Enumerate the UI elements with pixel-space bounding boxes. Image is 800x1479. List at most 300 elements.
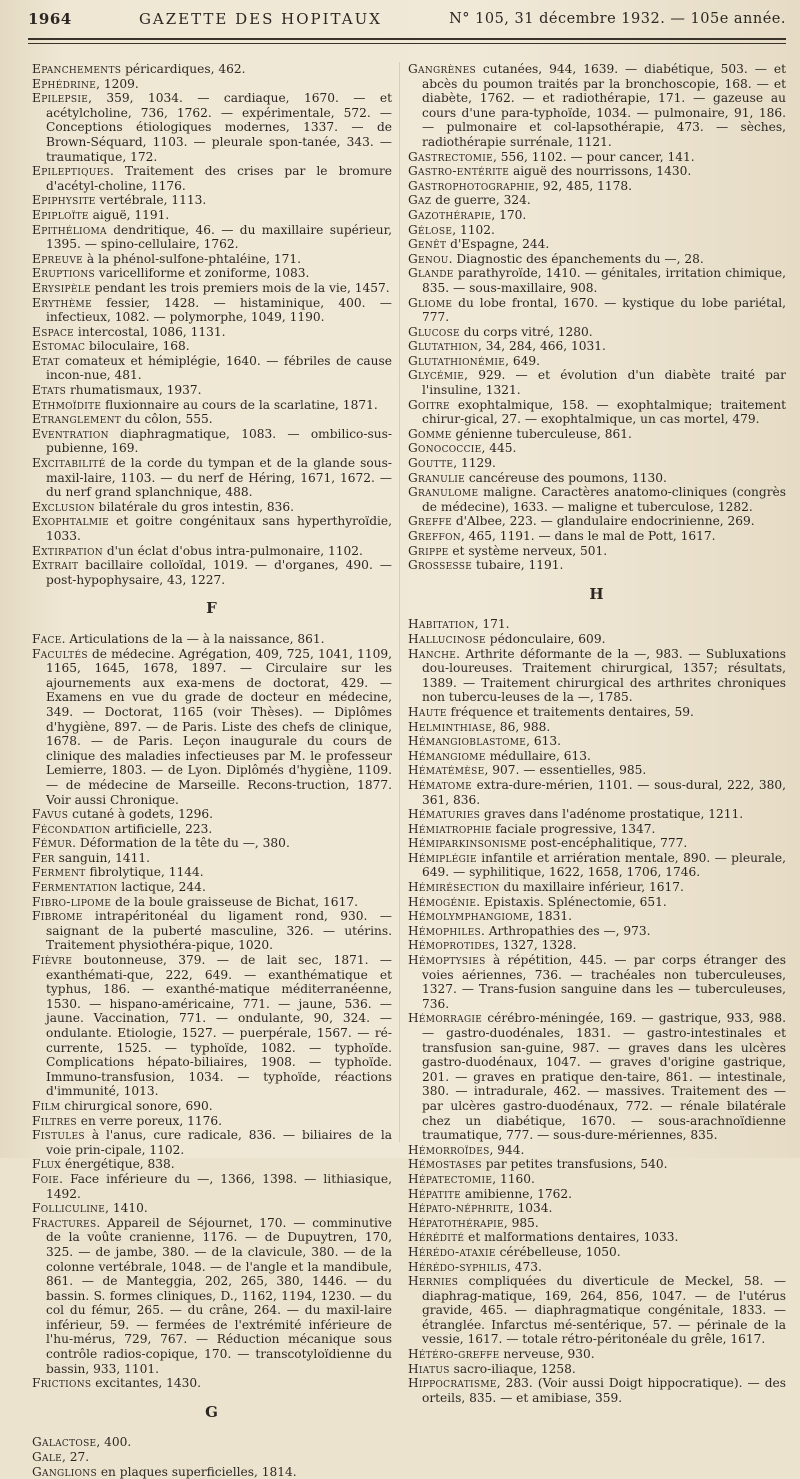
entry-text: , 92, 485, 1178.: [535, 178, 633, 193]
entry-term: Granulie: [408, 470, 465, 485]
entry-text: , 400.: [96, 1435, 132, 1450]
entry-term: Hémorroïdes: [408, 1142, 490, 1157]
entry-text: fessier, 1428. — histaminique, 400. — infectieux, 1082. — polymorphe, 1049, 1190.: [46, 295, 392, 325]
entry-term: Epileptiques: [32, 164, 110, 179]
entry-term: Epiphysite: [32, 193, 96, 208]
index-entry: [32, 1450, 392, 1465]
entry-term: Fistules: [32, 1128, 85, 1143]
entry-term: Favus: [32, 807, 69, 822]
entry-term: Greffon: [408, 529, 461, 543]
entry-text: par petites transfusions, 540.: [481, 1157, 668, 1172]
entry-text: aiguë des nourrissons, 1430.: [509, 164, 692, 179]
index-entry: [408, 924, 786, 939]
index-entry: [408, 456, 786, 471]
index-entry: [408, 1362, 786, 1377]
entry-term: Flux: [32, 1157, 62, 1172]
entry-term: Hémoprotides: [408, 938, 496, 953]
entry-term: Exclusion: [32, 499, 95, 514]
index-entry: [408, 720, 786, 735]
index-entry: [408, 62, 786, 150]
entry-term: Grippe: [408, 543, 449, 558]
section-g-entries-right: [408, 62, 786, 573]
index-entry: [32, 500, 392, 515]
entry-term: Film: [32, 1098, 61, 1113]
index-entry: [32, 208, 392, 223]
index-entry: [408, 749, 786, 764]
index-entry: [408, 938, 786, 953]
entry-text: aiguë, 1191.: [88, 207, 170, 222]
entry-text: . Appareil de Séjournet, 170. — comminutive de la voûte cranienne, 1176. — de Dupuytren, 170, 325. — de jambe, 380. — de la clavicule, 380. — de la colonne vertébrale, 1048. — de l'angle et la mandibule, 861. — de Manteggia, 202, 265, 380, 1446. — du bassin. S. formes cliniques, D., 1162, 1194, 1230. — du col du fémur, 265. — du crâne, 264. — du maxil-laire inférieur, 59. — fermées de l'extrémité inférieure de l'hu-mérus, 729, 767. — Réduction mécanique sous contrôle radios-copique, 170. — transcotyloïdienne du bassin, 933, 1101.: [46, 1215, 392, 1376]
index-entry: [408, 895, 786, 910]
entry-term: Foie: [32, 1171, 60, 1186]
entry-text: . Traitement des crises par le bromure d'acétyl-choline, 1176.: [46, 164, 392, 193]
entry-text: graves dans l'adénome prostatique, 1211.: [480, 807, 744, 822]
index-entry: [408, 193, 786, 208]
index-entry: [32, 456, 392, 500]
entry-text: , 907. — essentielles, 985.: [484, 763, 647, 778]
entry-term: Epiploïte: [32, 207, 89, 222]
entry-term: Hanche: [408, 646, 457, 661]
index-entry: [408, 1230, 786, 1245]
entry-term: Hématome: [408, 777, 472, 792]
entry-text: intrapéritonéal du ligament rond, 930. — saignant de la puberté masculine, 326. — utérins. Traitement physiothéra-pique, 1020.: [46, 909, 392, 953]
entry-term: Gliome: [408, 295, 453, 310]
index-entry: [408, 208, 786, 223]
index-entry: [408, 1143, 786, 1158]
index-entry: [32, 1201, 392, 1216]
index-entry: [32, 647, 392, 808]
index-entry: [32, 193, 392, 208]
entry-text: , 27.: [61, 1450, 90, 1465]
entry-text: amibienne, 1762.: [460, 1186, 573, 1201]
entry-term: Fémur: [32, 836, 73, 851]
entry-text: post-encéphalitique, 777.: [526, 836, 688, 851]
entry-term: Epanchements: [32, 62, 122, 76]
entry-term: Glutathion: [408, 339, 478, 354]
entry-text: , 171.: [474, 617, 510, 632]
entry-text: à répétition, 445. — par corps étranger des voies aériennes, 736. — trachéales non tuberculeuses, 1327. — Trans-fusion sanguine dans les — tuberculeuses, 736.: [422, 953, 786, 1011]
entry-text: du corps vitré, 1280.: [459, 324, 593, 339]
index-entry: [32, 1172, 392, 1201]
index-entry: [32, 807, 392, 822]
index-entry: [408, 763, 786, 778]
index-entry: [408, 179, 786, 194]
index-entry: [32, 77, 392, 92]
entry-text: boutonneuse, 379. — de lait sec, 1871. — exanthémati-que, 222, 649. — exanthématique et typhus, 186. — exanthé-matique méditerranéenne, 1530. — hispano-américaine, 771. — jaune, 536. — jaune. Vaccination, 771. — ondulante, 90, 324. — ondulante. Etiologie, 1527. — puerpérale, 1567. — ré-currente, 1525. — typhoïde, 1082. — typhoïde. Complications hépato-biliaires, 1908. — typhoïde. Immuno-transfusion, 1034. — typhoïde, réactions d'immunité, 1013.: [46, 953, 392, 1099]
entry-text: , 1209.: [96, 76, 139, 91]
entry-text: , 985.: [503, 1215, 539, 1230]
entry-text: , 86, 988.: [492, 719, 551, 734]
index-entry: [32, 281, 392, 296]
entry-text: , 34, 284, 466, 1031.: [477, 339, 606, 354]
index-entry: [408, 1376, 786, 1405]
entry-term: Gale: [32, 1450, 62, 1465]
entry-text: bilatérale du gros intestin, 836.: [94, 499, 294, 514]
index-entry: [408, 617, 786, 632]
entry-text: fréquence et traitements dentaires, 59.: [446, 704, 694, 719]
index-entry: [408, 266, 786, 295]
entry-term: Etat: [32, 353, 60, 368]
entry-text: comateux et hémiplégie, 1640. — fébriles de cause incon-nue, 481.: [46, 353, 392, 383]
entry-text: , 359, 1034. — cardiaque, 1670. — et acétylcholine, 736, 1762. — expérimentale, 572. — Conceptions étiologiques modernes, 1337. — de Brown-Séquard, 1103. — pleurale spon-tanée, 343. — traumatique, 172.: [46, 91, 392, 164]
entry-term: Epithélioma: [32, 222, 107, 237]
index-entry: [408, 339, 786, 354]
entry-text: maligne. Caractères anatomo-cliniques (congrès de médecine), 1633. — maligne et tuberculose, 1282.: [422, 485, 786, 514]
entry-text: varicelliforme et zoniforme, 1083.: [95, 266, 310, 281]
entry-term: Glande: [408, 266, 454, 281]
index-entry: [408, 1347, 786, 1362]
entry-term: Hémangiome: [408, 748, 486, 763]
index-entry: [32, 383, 392, 398]
page-header: [28, 6, 786, 32]
entry-term: Estomac: [32, 339, 86, 354]
index-entry: [32, 1376, 392, 1391]
entry-term: Hémiatrophie: [408, 821, 492, 836]
entry-text: de médecine. Agrégation, 409, 725, 1041, 1109, 1165, 1645, 1678, 1897. — Circulaire sur les ajournements aux exa-mens de doctorat, 429. — Examens en vue du grade de docteur en médecine, 349. — Doctorat, 1165 (voir Thèses). — Diplômes d'hygiène, 897. — de Paris. Liste des chefs de clinique, 1678. — de Paris. Leçon inaugurale du cours de clinique des maladies infectieuses par M. le professeur Lemierre, 1803. — de Lyon. Diplômés d'hygiène, 1109. — de médecine de Marseille. Recons-truction, 1877. Voir aussi Chronique.: [46, 646, 392, 807]
right-column: [408, 62, 786, 1405]
index-entry: [32, 62, 392, 77]
entry-text: , 170.: [491, 207, 527, 222]
section-g-entries-left: [32, 1435, 392, 1479]
header-rule-thick: [28, 38, 786, 40]
entry-term: Hippocratisme: [408, 1376, 497, 1391]
index-entry: [408, 1172, 786, 1187]
entry-text: excitantes, 1430.: [91, 1376, 202, 1391]
entry-text: , 445.: [481, 441, 517, 456]
entry-text: sacro-iliaque, 1258.: [449, 1361, 576, 1376]
index-entry: [408, 529, 786, 544]
index-entry: [408, 851, 786, 880]
index-entry: [408, 909, 786, 924]
index-entry: [32, 558, 392, 587]
issue-info: N° 105, 31 décembre 1932. — 105e année.: [449, 11, 786, 27]
entry-text: , 1410.: [105, 1201, 148, 1216]
entry-term: Face: [32, 631, 62, 646]
entry-text: intercostal, 1086, 1131.: [74, 324, 226, 339]
index-entry: [32, 632, 392, 647]
entry-text: tubaire, 1191.: [472, 558, 564, 573]
section-f-entries: [32, 632, 392, 1391]
entry-term: Hématémèse: [408, 763, 485, 778]
index-entry: [408, 647, 786, 705]
entry-text: rhumatismaux, 1937.: [66, 383, 202, 398]
entry-text: vertébrale, 1113.: [95, 193, 207, 208]
index-entry: [408, 368, 786, 397]
entry-text: à l'anus, cure radicale, 836. — biliaires de la voie prin-cipale, 1102.: [46, 1128, 392, 1157]
entry-text: biloculaire, 168.: [85, 339, 190, 354]
entry-term: Habitation: [408, 617, 475, 632]
entry-term: Helminthiase: [408, 719, 493, 734]
entry-text: . Articulations de la — à la naissance, 861.: [61, 631, 325, 646]
entry-text: , 613.: [526, 734, 562, 749]
entry-text: d'un éclat d'obus intra-pulmonaire, 1102.: [103, 543, 363, 558]
index-entry: [32, 909, 392, 953]
entry-term: Folliculine: [32, 1201, 106, 1216]
entry-term: Hémophiles: [408, 923, 481, 938]
entry-text: , 1831.: [529, 909, 572, 924]
entry-text: fluxionnaire au cours de la scarlatine, 1871.: [101, 397, 378, 412]
entry-text: . Face inférieure du —, 1366, 1398. — lithiasique, 1492.: [46, 1171, 392, 1201]
entry-term: Hématuries: [408, 807, 481, 822]
index-entry: [408, 164, 786, 179]
entry-text: du maxillaire inférieur, 1617.: [499, 880, 684, 895]
entry-term: Extrait: [32, 558, 79, 573]
entry-term: Hernies: [408, 1274, 459, 1289]
index-entry: [408, 485, 786, 514]
index-entry: [32, 1099, 392, 1114]
entry-term: Genêt: [408, 237, 447, 252]
entry-text: du lobe frontal, 1670. — kystique du lobe pariétal, 777.: [422, 295, 786, 325]
entry-term: Extirpation: [32, 543, 103, 558]
entry-text: cérébro-méningée, 169. — gastrique, 933, 988. — gastro-duodénales, 1831. — gastro-intestinales et transfusion san-guine, 987. — graves dans les ulcères gastro-duodénaux, 1047. — graves d'origine gastrique, 201. — graves en pratique den-taire, 861. — intestinale, 380. — intradurale, 462. — massives. Traitement des —par ulcères gastro-duodénaux, 772. — rénale bilatérale chez un diabétique, 1670. — sous-arachnoïdienne traumatique, 777. — sous-dure-mériennes, 835.: [422, 1011, 786, 1143]
entry-term: Hémostases: [408, 1157, 482, 1172]
index-entry: [32, 164, 392, 193]
index-entry: [32, 1435, 392, 1450]
index-entry: [32, 91, 392, 164]
entry-term: Facultés: [32, 646, 88, 661]
index-entry: [408, 441, 786, 456]
index-entry: [32, 412, 392, 427]
entry-term: Frictions: [32, 1376, 92, 1391]
entry-text: du côlon, 555.: [121, 412, 213, 427]
journal-title: GAZETTE DES HOPITAUX: [138, 10, 382, 28]
entry-term: Gazothérapie: [408, 207, 492, 222]
entry-term: Goutte: [408, 456, 454, 471]
index-entry: [32, 223, 392, 252]
index-entry: [408, 427, 786, 442]
entry-term: Gastro-entérite: [408, 164, 510, 179]
entry-text: , 556, 1102. — pour cancer, 141.: [492, 149, 695, 164]
entry-term: Fibrome: [32, 909, 83, 924]
index-entry: [32, 325, 392, 340]
entry-text: pendant les trois premiers mois de la vie, 1457.: [90, 280, 390, 295]
index-entry: [32, 354, 392, 383]
entry-term: Fer: [32, 850, 55, 865]
index-entry: [32, 851, 392, 866]
index-entry: [32, 427, 392, 456]
entry-text: et malformations dentaires, 1033.: [464, 1230, 679, 1245]
entry-term: Filtres: [32, 1113, 77, 1128]
entry-text: , 649.: [505, 353, 540, 368]
index-entry: [32, 1157, 392, 1172]
entry-text: . Epistaxis. Splénectomie, 651.: [476, 894, 667, 909]
index-entry: [408, 807, 786, 822]
entry-text: cancéreuse des poumons, 1130.: [464, 470, 667, 485]
left-column: [32, 62, 392, 1479]
entry-term: Ganglions: [32, 1464, 97, 1479]
entry-term: Gastrophotographie: [408, 178, 536, 193]
entry-term: Fièvre: [32, 953, 73, 968]
entry-term: Hémiplégie: [408, 850, 477, 865]
entry-text: , 465, 1191. — dans le mal de Pott, 1617.: [460, 529, 716, 543]
index-entry: [408, 544, 786, 559]
index-entry: [32, 339, 392, 354]
entry-term: Hiatus: [408, 1361, 450, 1376]
index-entry: [408, 632, 786, 647]
entry-text: de guerre, 324.: [431, 193, 531, 208]
index-entry: [408, 1187, 786, 1202]
index-entry: [408, 558, 786, 573]
entry-text: diaphragmatique, 1083. — ombilico-sus-pubienne, 169.: [46, 426, 392, 456]
entry-term: Epreuve: [32, 251, 84, 266]
section-letter-h: H: [589, 584, 605, 603]
entry-text: , 283. (Voir aussi Doigt hippocratique). — des orteils, 835. — et amibiase, 359.: [422, 1376, 786, 1405]
entry-text: compliquées du diverticule de Meckel, 58. — diaphrag-matique, 169, 264, 856, 1047. — de l'utérus gravide, 465. — diaphragmatique congénitale, 1833. — étranglée. Infarctus mé-sentérique, 57. — périnale de la vessie, 1617. — totale rétro-péritonéale du grêle, 1617.: [422, 1274, 786, 1347]
entry-term: Gangrènes: [408, 62, 476, 76]
index-entry: [408, 822, 786, 837]
index-entry: [408, 880, 786, 895]
entry-text: lactique, 244.: [117, 880, 206, 895]
entry-term: Hépato-néphrite: [408, 1201, 510, 1216]
index-entry: [408, 223, 786, 238]
entry-term: Hémirésection: [408, 880, 500, 895]
index-entry: [408, 325, 786, 340]
entry-term: Hérédité: [408, 1230, 465, 1245]
entry-text: bacillaire colloïdal, 1019. — d'organes, 490. — post-hypophysaire, 43, 1227.: [46, 558, 392, 587]
entry-term: Hémorragie: [408, 1011, 483, 1026]
entry-text: exophtalmique, 158. — exophtalmique; traitement chirur-gical, 27. — exophtalmique, un cas mortel, 479.: [422, 397, 786, 427]
entry-term: Hétéro-greffe: [408, 1347, 500, 1362]
index-entry: [408, 514, 786, 529]
index-entry: [32, 1216, 392, 1377]
entry-term: Fibro-lipome: [32, 894, 112, 909]
index-entry: [408, 150, 786, 165]
entry-term: Excitabilité: [32, 456, 106, 471]
entry-term: Gonococcie: [408, 441, 482, 456]
entry-text: cérébelleuse, 1050.: [495, 1244, 621, 1259]
entry-term: Hépatectomie: [408, 1171, 493, 1186]
section-letter-f: F: [206, 599, 218, 618]
index-entry: [408, 1260, 786, 1275]
entry-text: faciale progressive, 1347.: [491, 821, 656, 836]
section-h-entries: [408, 617, 786, 1405]
index-entry: [32, 398, 392, 413]
index-entry: [32, 1114, 392, 1129]
entry-term: Etats: [32, 383, 67, 398]
entry-term: Hépatite: [408, 1186, 461, 1201]
entry-text: . Diagnostic des épanchements du —, 28.: [448, 251, 704, 266]
entry-term: Glycémie: [408, 368, 465, 383]
entry-text: fibrolytique, 1144.: [85, 865, 204, 880]
entry-text: , 1327, 1328.: [495, 938, 577, 953]
entry-term: Hérédo-ataxie: [408, 1244, 496, 1259]
entry-text: , 1102.: [452, 222, 495, 237]
index-entry: [32, 544, 392, 559]
entry-text: d'Espagne, 244.: [446, 237, 550, 252]
entry-term: Epilepsie: [32, 91, 89, 106]
index-entry: [32, 836, 392, 851]
column-divider: [399, 62, 400, 1142]
entry-term: Hépatothérapie: [408, 1215, 504, 1230]
index-entry: [32, 865, 392, 880]
entry-term: Hémiparkinsonisme: [408, 836, 527, 851]
entry-text: , 1129.: [453, 456, 496, 471]
entry-term: Granulome: [408, 485, 479, 500]
entry-text: et goitre congénitaux sans hyperthyroïdie, 1033.: [46, 514, 392, 543]
index-entry: [408, 398, 786, 427]
entry-text: . Arthropathies des —, 973.: [480, 923, 651, 938]
entry-text: . Déformation de la tête du —, 380.: [72, 836, 290, 851]
index-entry: [408, 471, 786, 486]
entry-term: Glucose: [408, 324, 460, 339]
entry-term: Haute: [408, 704, 447, 719]
entry-text: dendritique, 46. — du maxillaire supérieur, 1395. — spino-cellulaire, 1762.: [46, 222, 392, 252]
entry-term: Exophtalmie: [32, 514, 110, 529]
entry-term: Espace: [32, 324, 75, 339]
entry-term: Galactose: [32, 1435, 97, 1450]
entry-term: Gastrectomie: [408, 149, 493, 164]
index-entry: [32, 252, 392, 267]
index-entry: [32, 895, 392, 910]
index-entry: [32, 1128, 392, 1157]
section-letter-g: G: [205, 1402, 219, 1421]
entry-term: Hémoptysies: [408, 953, 486, 968]
entry-term: Hémangioblastome: [408, 734, 527, 749]
entry-text: , 1160.: [492, 1171, 535, 1186]
entry-term: Gaz: [408, 193, 432, 208]
index-entry: [408, 252, 786, 267]
index-entry: [408, 354, 786, 369]
entry-text: extra-dure-mérien, 1101. — sous-dural, 222, 380, 361, 836.: [422, 777, 786, 807]
entry-term: Genou: [408, 251, 449, 266]
entry-term: Etranglement: [32, 412, 122, 427]
entry-text: , 1034.: [509, 1201, 553, 1216]
entry-term: Goitre: [408, 397, 450, 412]
entry-text: cutané à godets, 1296.: [68, 807, 213, 822]
section-e-entries: [32, 62, 392, 587]
entry-text: et système nerveux, 501.: [448, 543, 608, 558]
index-entry: [408, 734, 786, 749]
entry-text: génienne tuberculeuse, 861.: [451, 426, 632, 441]
entry-text: d'Albee, 223. — glandulaire endocrinienne, 269.: [451, 514, 755, 529]
entry-term: Greffe: [408, 514, 452, 529]
entry-text: énergétique, 838.: [61, 1157, 175, 1172]
entry-term: Fécondation: [32, 821, 111, 836]
index-entry: [408, 705, 786, 720]
entry-text: cutanées, 944, 1639. — diabétique, 503. — et abcès du poumon traités par la bronchoscopie, 168. — et diabète, 1762. — et radiothérapie, 171. — gazeuse au cours d'une para-typhoïde, 1034. — pulmonaire, 91, 186. — pulmonaire et col-lapsothérapie, 473. — sèches, radiothérapie surrénale, 1121.: [422, 62, 786, 149]
entry-text: de la boule graisseuse de Bichat, 1617.: [111, 894, 358, 909]
entry-term: Ethmoïdite: [32, 397, 102, 412]
index-entry: [408, 953, 786, 1011]
entry-text: en plaques superficielles, 1814.: [96, 1464, 297, 1479]
index-entry: [408, 1216, 786, 1231]
index-entry: [408, 237, 786, 252]
entry-term: Ephédrine: [32, 76, 97, 91]
entry-term: Erysipèle: [32, 280, 91, 295]
entry-text: médullaire, 613.: [485, 748, 591, 763]
entry-text: en verre poreux, 1176.: [76, 1113, 223, 1128]
index-entry: [408, 1011, 786, 1142]
entry-text: sanguin, 1411.: [54, 850, 150, 865]
entry-term: Hallucinose: [408, 631, 486, 646]
entry-term: Fermentation: [32, 880, 118, 895]
entry-term: Grossesse: [408, 558, 473, 573]
entry-term: Gomme: [408, 426, 452, 441]
entry-text: artificielle, 223.: [110, 821, 213, 836]
index-entry: [408, 778, 786, 807]
entry-text: , 473.: [507, 1259, 542, 1274]
entry-term: Hérédo-syphilis: [408, 1259, 508, 1274]
entry-term: Gélose: [408, 222, 453, 237]
index-entry: [408, 1245, 786, 1260]
entry-term: Erythème: [32, 295, 92, 310]
index-entry: [408, 836, 786, 851]
index-entry: [32, 953, 392, 1099]
entry-text: , 944.: [489, 1142, 525, 1157]
index-entry: [408, 1157, 786, 1172]
index-entry: [32, 266, 392, 281]
entry-text: infantile et arriération mentale, 890. — pleurale, 649. — syphilitique, 1622, 1658, 1706, 1746.: [422, 850, 786, 880]
